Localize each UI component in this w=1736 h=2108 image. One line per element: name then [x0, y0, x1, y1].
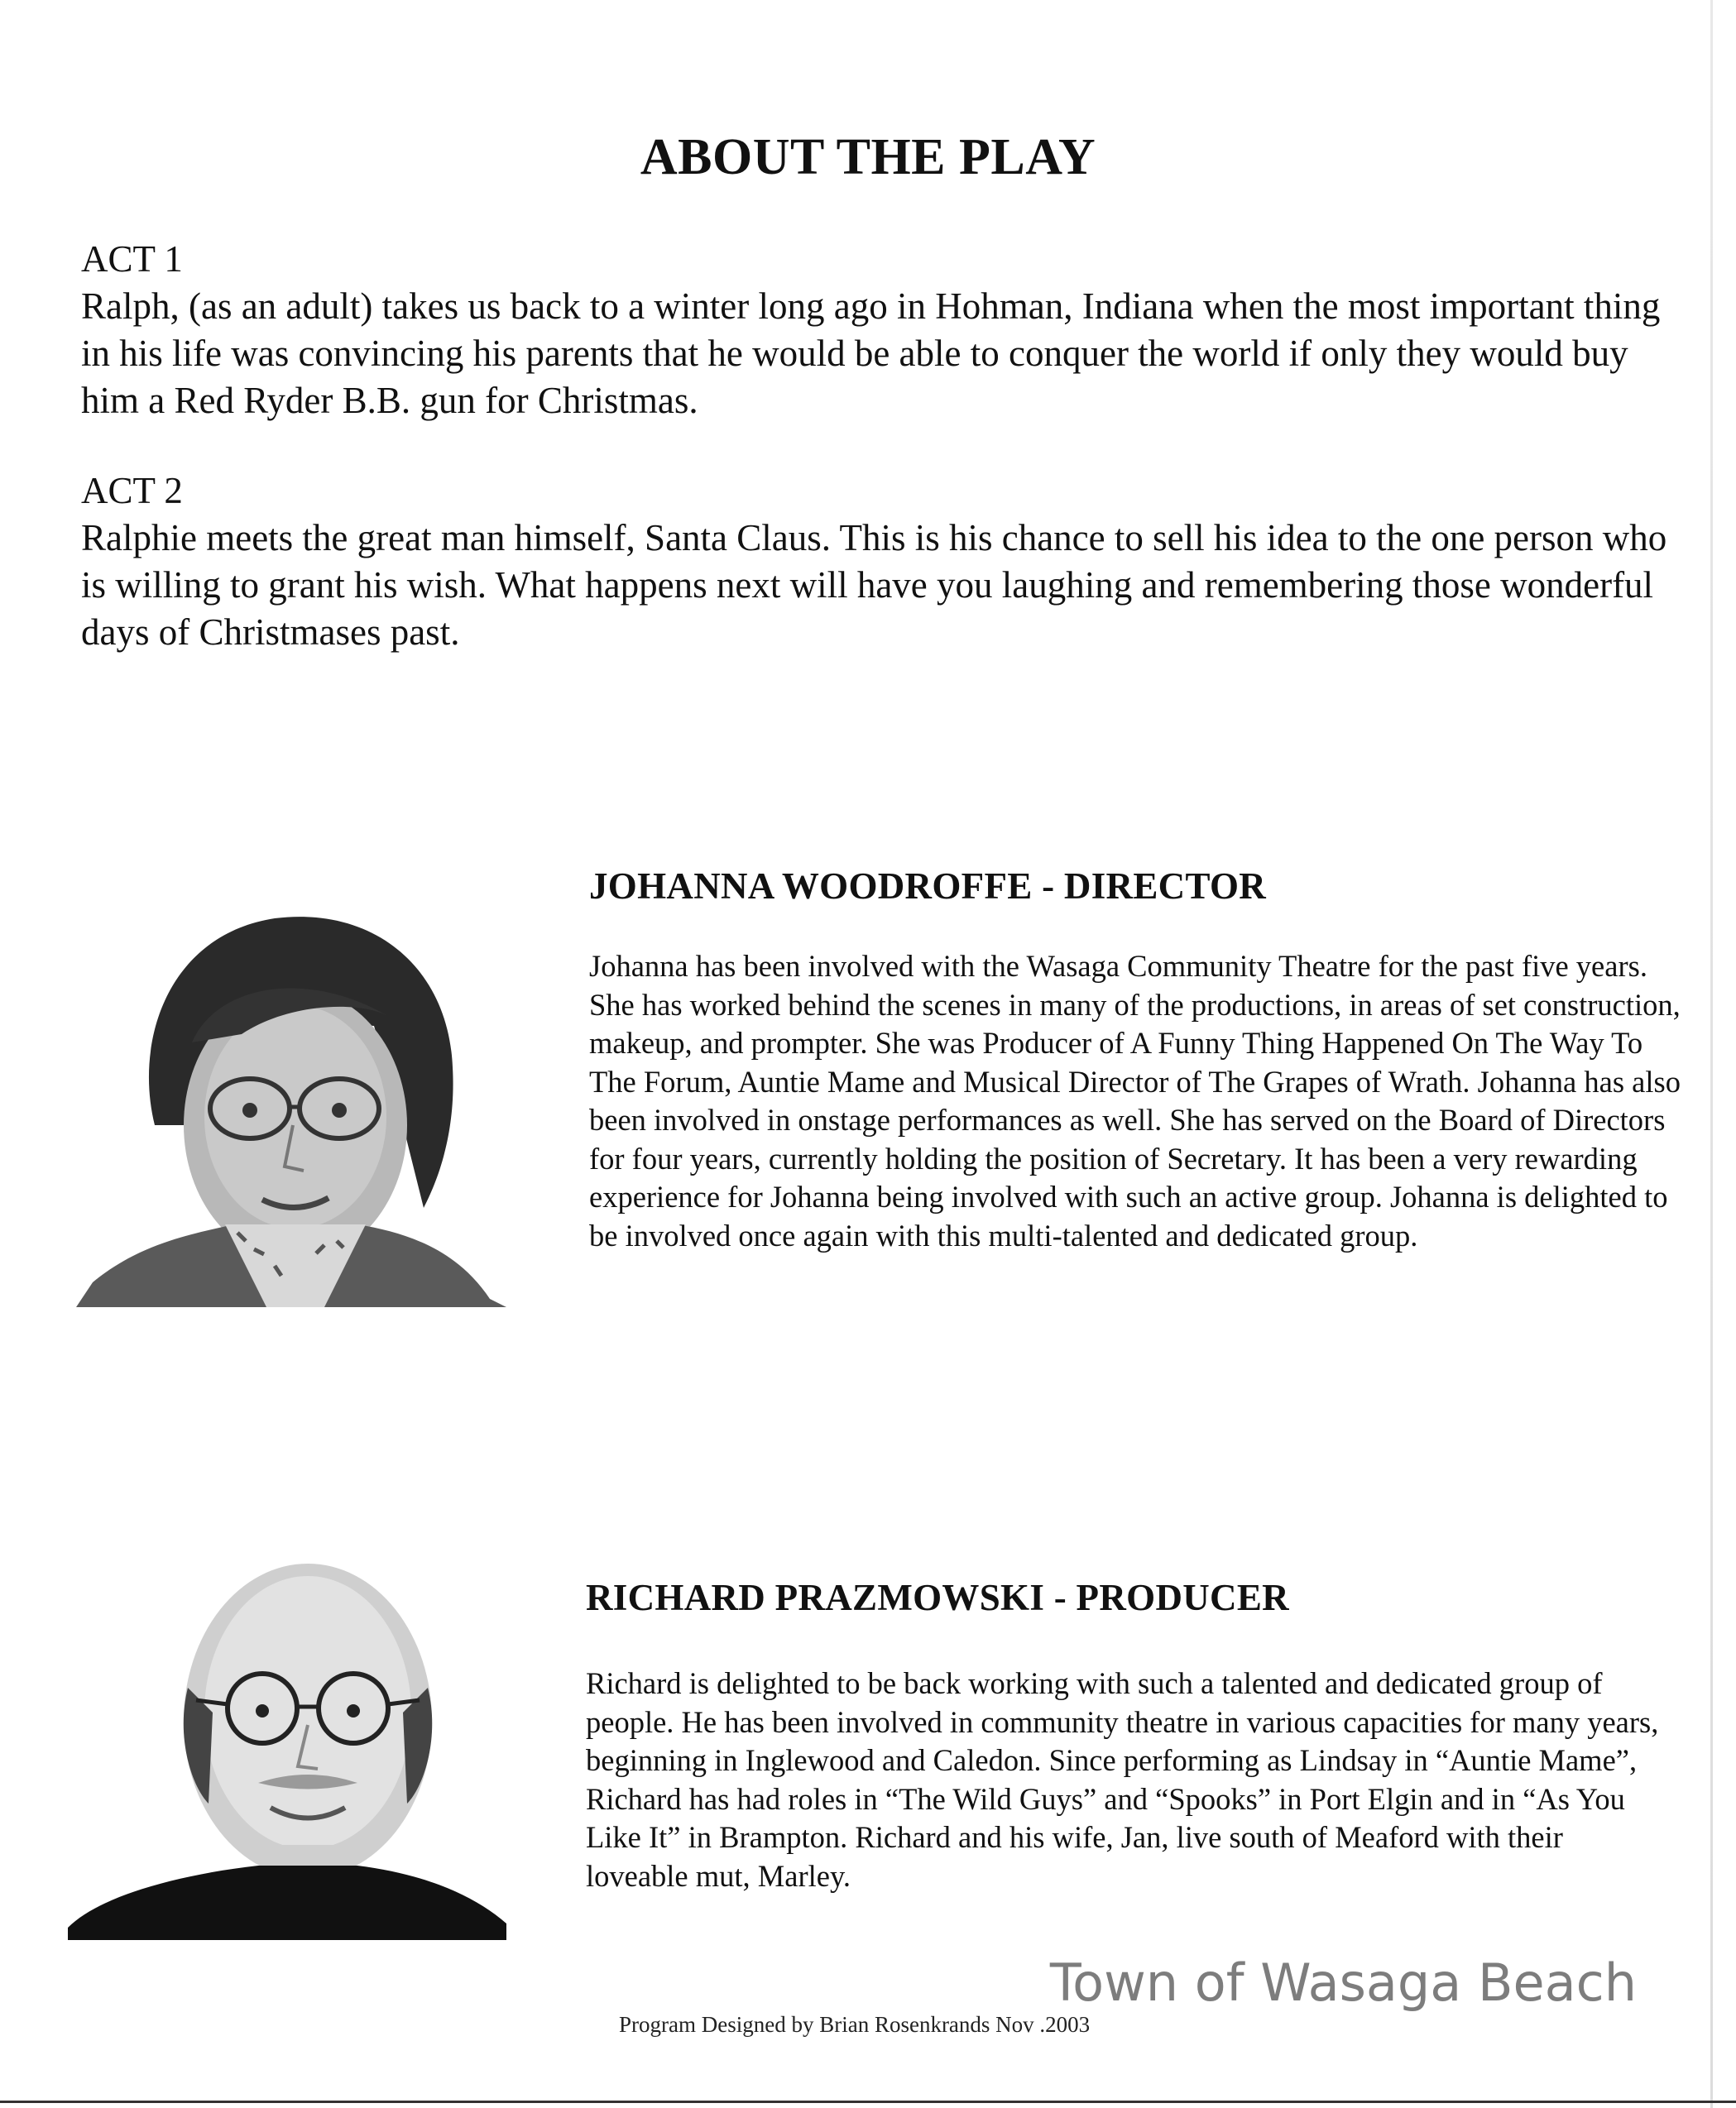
act-2-label: ACT 2 — [81, 470, 183, 511]
director-bio: Johanna has been involved with the Wasaga Community Theatre for the past five years. She has worked behind the scenes in many of the productions, in areas of set construction, makeup, and prompter. She was Producer of A Funny Thing Happened On The Way To The Forum, Auntie Mame and Musical Director of The Grapes of Wrath. Johanna has also been involved in onstage performances as well. She has served on the Board of Directors for four years, currently holding the position of Secretary. It has been a very rewarding experience for Johanna being involved with such an active group. Johanna is delighted to be involved once again with this multi-talented and dedicated group. — [589, 949, 1681, 1253]
page-title: ABOUT THE PLAY — [640, 129, 1096, 185]
producer-photo — [68, 1547, 506, 1940]
producer-heading: RICHARD PRAZMOWSKI - PRODUCER — [586, 1577, 1289, 1618]
act-2-section — [81, 467, 1686, 656]
bottom-rule — [0, 2101, 1736, 2103]
page-edge — [1710, 0, 1713, 2108]
director-heading: JOHANNA WOODROFFE - DIRECTOR — [589, 865, 1267, 907]
act-1-label: ACT 1 — [81, 238, 183, 280]
act-2-description: Ralphie meets the great man himself, Santa Claus. This is his chance to sell his idea to the one person who is willing to grant his wish. What happens next will have you laughing and remembering those wonderful days of Christmases past. — [81, 517, 1667, 653]
director-photo — [76, 877, 506, 1307]
watermark: Town of Wasaga Beach — [1049, 1952, 1637, 2013]
program-credit: Program Designed by Brian Rosenkrands Nov .2003 — [619, 2012, 1091, 2037]
producer-bio: Richard is delighted to be back working with such a talented and dedicated group of people. He has been involved in community theatre in various capacities for many years, beginning in Inglewood and Caledon. Since performing as Lindsay in “Auntie Mame”, Richard has had roles in “The Wild Guys” and “Spooks” in Port Elgin and in “As You Like It” in Brampton. Richard and his wife, Jan, live south of Meaford with their loveable mut, Marley. — [586, 1666, 1659, 1893]
act-1-section — [81, 236, 1686, 424]
act-1-description: Ralph, (as an adult) takes us back to a winter long ago in Hohman, Indiana when the most important thing in his life was convincing his parents that he would be able to conquer the world if only they would buy him a Red Ryder B.B. gun for Christmas. — [81, 285, 1661, 421]
